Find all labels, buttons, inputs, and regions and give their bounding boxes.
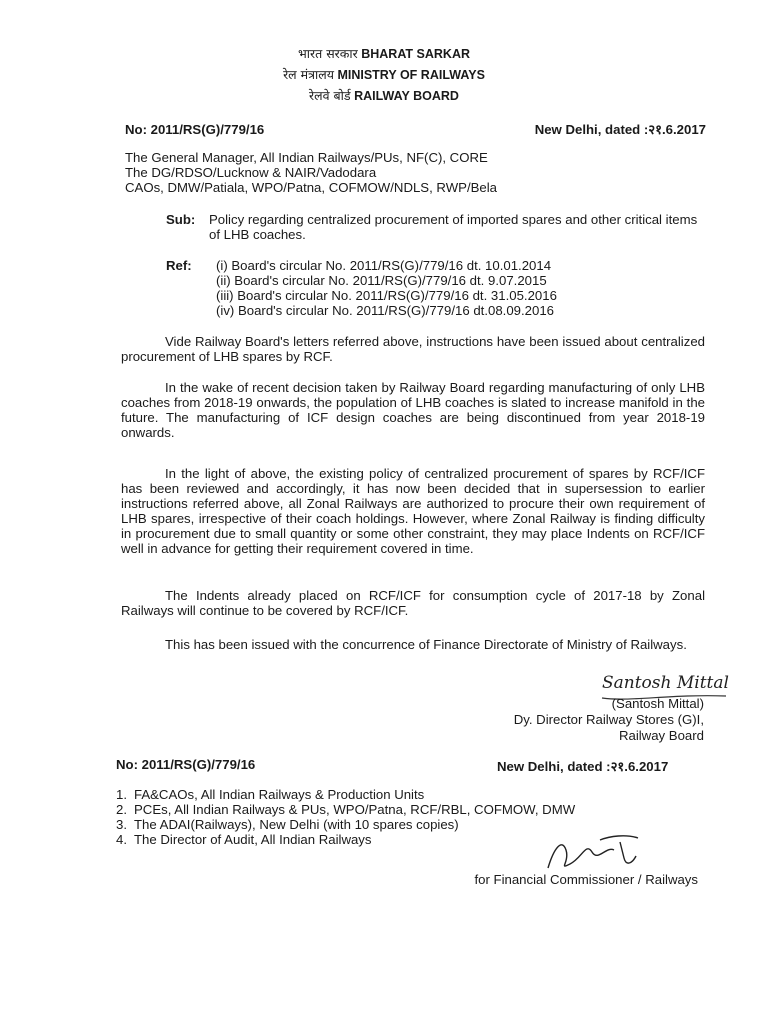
paragraph-3 bbox=[121, 466, 705, 556]
copy-recipient-number: 2. bbox=[116, 802, 127, 817]
reference-item: (i) Board's circular No. 2011/RS(G)/779/16 dt. 10.01.2014 bbox=[216, 258, 552, 273]
addressee-block bbox=[125, 150, 715, 195]
reference-list bbox=[216, 258, 716, 318]
reference-item: (iv) Board's circular No. 2011/RS(G)/779/16 dt.08.09.2016 bbox=[216, 303, 554, 318]
letter-number: No: 2011/RS(G)/779/16 bbox=[125, 122, 265, 137]
subject-line: of LHB coaches. bbox=[209, 227, 306, 242]
signoff-text: for Financial Commissioner / Railways bbox=[474, 872, 698, 887]
paragraph-3-text: In the light of above, the existing policy of centralized procurement of spares by RCF/ICF has been reviewed and accordingly, it has now been decided that in supersession to earlier instructions referred above, all Zonal Railways are authorized to procure their own requirement of LHB spares, irrespective of their coach holdings. However, where Zonal Railway is finding difficulty in procurement due to small quantity or some other constraint, they may place Indents on RCF/ICF well in advance for getting their requirement covered in time. bbox=[121, 466, 705, 556]
copy-recipient bbox=[116, 802, 676, 817]
header-ministry bbox=[0, 65, 768, 85]
copy-recipient-text: PCEs, All Indian Railways & PUs, WPO/Patna, RCF/RBL, COFMOW, DMW bbox=[134, 802, 576, 817]
addressee-line: CAOs, DMW/Patiala, WPO/Patna, COFMOW/NDLS, RWP/Bela bbox=[125, 180, 498, 195]
signatory-designation: Dy. Director Railway Stores (G)I, bbox=[513, 712, 704, 727]
header-ministry-hindi: रेल मंत्रालय bbox=[283, 67, 334, 82]
paragraph-4-text: The Indents already placed on RCF/ICF for consumption cycle of 2017-18 by Zonal Railways will continue to be covered by RCF/ICF. bbox=[121, 588, 705, 618]
handwritten-signature: Santosh Mittal bbox=[602, 673, 729, 693]
copy-date: New Delhi, dated :२१.6.2017 bbox=[497, 759, 669, 774]
signatory-office: Railway Board bbox=[618, 728, 704, 743]
paragraph-2 bbox=[121, 380, 705, 440]
subject-label: Sub: bbox=[166, 212, 196, 227]
copy-recipient-number: 4. bbox=[116, 832, 127, 847]
reference-item: (iii) Board's circular No. 2011/RS(G)/779/16 dt. 31.05.2016 bbox=[216, 288, 557, 303]
header-ministry-english: MINISTRY OF RAILWAYS bbox=[337, 68, 485, 82]
paragraph-5-text: This has been issued with the concurrence of Finance Directorate of Ministry of Railways. bbox=[165, 637, 687, 652]
addressee-line: The General Manager, All Indian Railways/PUs, NF(C), CORE bbox=[125, 150, 488, 165]
subject-text bbox=[209, 212, 719, 242]
header-govt bbox=[0, 44, 768, 64]
header-govt-english: BHARAT SARKAR bbox=[361, 47, 471, 61]
paragraph-2-text: In the wake of recent decision taken by Railway Board regarding manufacturing of only LHB coaches from 2018-19 onwards, the population of LHB coaches is slated to increase manifold in the future. The manufacturing of ICF design coaches are being discontinued from year 2018-19 onwards. bbox=[121, 380, 705, 440]
copy-recipient-number: 1. bbox=[116, 787, 127, 802]
paragraph-1 bbox=[121, 334, 705, 364]
letter-date: New Delhi, dated :२१.6.2017 bbox=[534, 122, 706, 137]
header-govt-hindi: भारत सरकार bbox=[297, 46, 358, 61]
second-signature-scribble bbox=[540, 828, 650, 878]
signatory-name: (Santosh Mittal) bbox=[611, 696, 704, 711]
ref-label: Ref: bbox=[166, 258, 192, 273]
copy-recipient-text: The Director of Audit, All Indian Railways bbox=[134, 832, 372, 847]
copy-recipient-number: 3. bbox=[116, 817, 127, 832]
copy-number: No: 2011/RS(G)/779/16 bbox=[116, 757, 256, 772]
paragraph-5 bbox=[121, 637, 705, 652]
copy-recipient-text: The ADAI(Railways), New Delhi (with 10 spares copies) bbox=[134, 817, 459, 832]
subject-line: Policy regarding centralized procurement of imported spares and other critical items bbox=[209, 212, 698, 227]
copy-recipient bbox=[116, 787, 676, 802]
copy-recipient-text: FA&CAOs, All Indian Railways & Production Units bbox=[134, 787, 425, 802]
reference-item: (ii) Board's circular No. 2011/RS(G)/779/16 dt. 9.07.2015 bbox=[216, 273, 547, 288]
header-board-hindi: रेलवे बोर्ड bbox=[309, 88, 351, 103]
addressee-line: The DG/RDSO/Lucknow & NAIR/Vadodara bbox=[125, 165, 377, 180]
paragraph-1-text: Vide Railway Board's letters referred above, instructions have been issued about centralized procurement of LHB spares by RCF. bbox=[121, 334, 705, 364]
paragraph-4 bbox=[121, 588, 705, 618]
header-board bbox=[0, 86, 768, 106]
header-board-english: RAILWAY BOARD bbox=[354, 89, 459, 103]
